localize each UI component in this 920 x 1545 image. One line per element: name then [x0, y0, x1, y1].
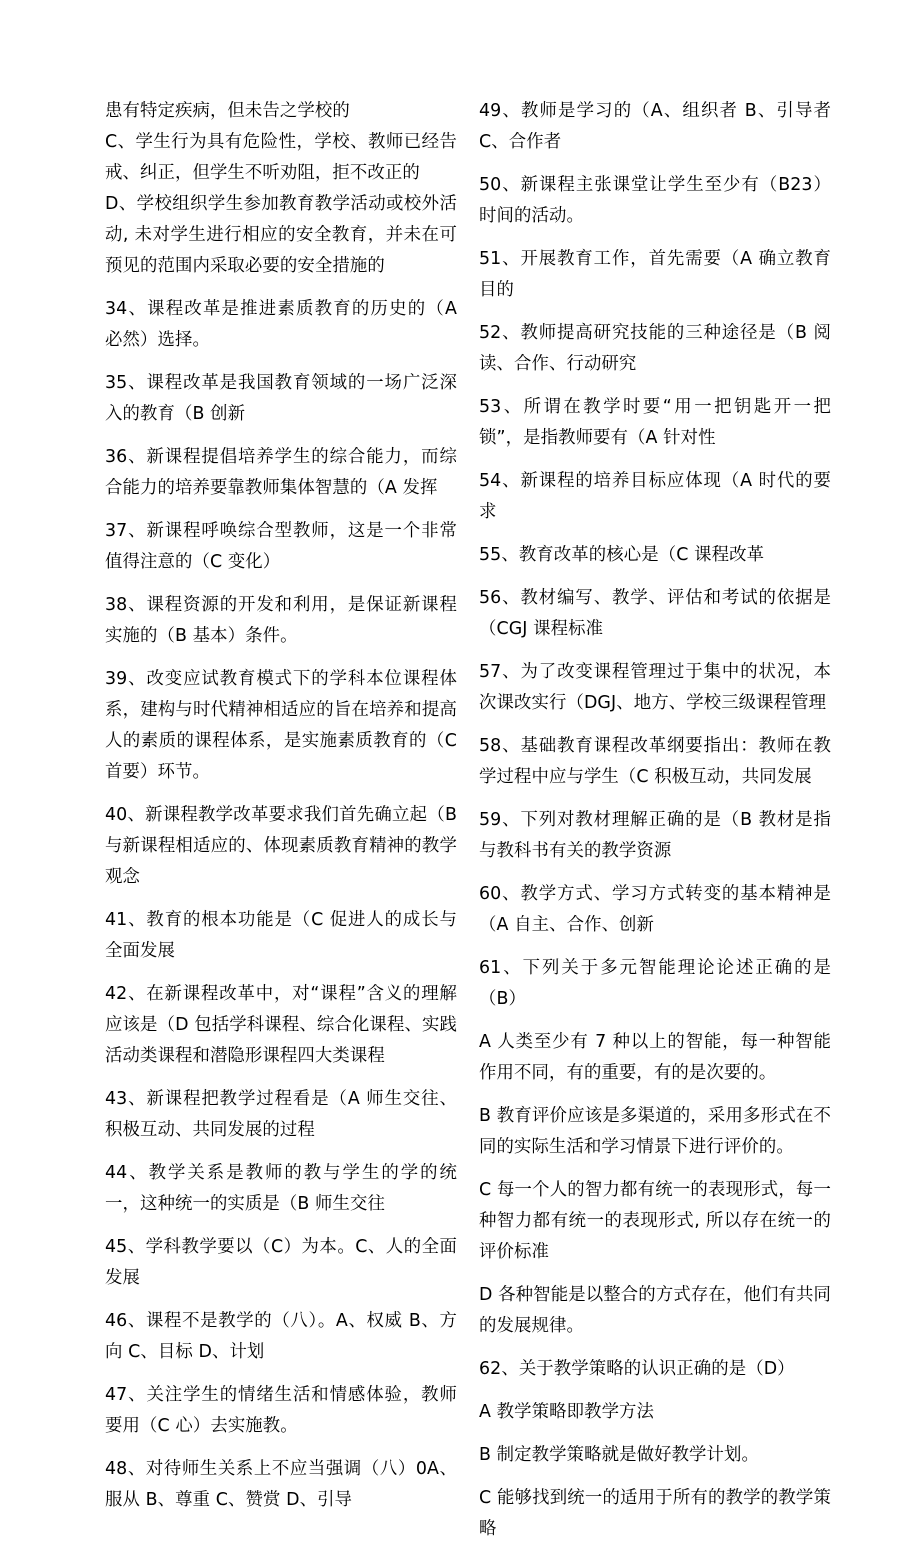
right-text-column	[479, 96, 831, 1545]
question-47: 47、关注学生的情绪生活和情感体验，教师要用（C 心）去实施教。	[105, 1385, 457, 1436]
question-60: 60、教学方式、学习方式转变的基本精神是（A 自主、合作、创新	[479, 884, 831, 935]
question-44: 44、教学关系是教师的教与学生的学的统一，这种统一的实质是（B 师生交往	[105, 1163, 457, 1214]
question-54: 54、新课程的培养目标应体现（A 时代的要求	[479, 471, 831, 522]
question-62-option-c: C 能够找到统一的适用于所有的教学的教学策略	[479, 1488, 831, 1539]
question-61-option-d: D 各种智能是以整合的方式存在，他们有共同的发展规律。	[479, 1285, 831, 1336]
question-40: 40、新课程教学改革要求我们首先确立起（B 与新课程相适应的、体现素质教育精神的教学观念	[105, 805, 457, 887]
question-45: 45、学科教学要以（C）为本。C、人的全面发展	[105, 1237, 457, 1288]
question-61: 61、下列关于多元智能理论论述正确的是（B）	[479, 958, 831, 1009]
question-48: 48、对待师生关系上不应当强调（八）0A、服从 B、尊重 C、赞赏 D、引导	[105, 1459, 457, 1510]
question-41: 41、教育的根本功能是（C 促进人的成长与全面发展	[105, 910, 457, 961]
question-37: 37、新课程呼唤综合型教师，这是一个非常值得注意的（C 变化）	[105, 521, 457, 572]
question-34: 34、课程改革是推进素质教育的历史的（A 必然）选择。	[105, 299, 457, 350]
two-column-layout	[105, 96, 832, 1545]
question-35: 35、课程改革是我国教育领域的一场广泛深入的教育（B 创新	[105, 373, 457, 424]
question-42: 42、在新课程改革中，对“课程”含义的理解应该是（D 包括学科课程、综合化课程、实践活动类课程和潜隐形课程四大类课程	[105, 984, 457, 1066]
question-43: 43、新课程把教学过程看是（A 师生交往、积极互动、共同发展的过程	[105, 1089, 457, 1140]
option-d-school-liability: D、学校组织学生参加教育教学活动或校外活动, 未对学生进行相应的安全教育，并未在可预见的范围内采取必要的安全措施的	[105, 194, 457, 276]
question-36: 36、新课程提倡培养学生的综合能力，而综合能力的培养要靠教师集体智慧的（A 发挥	[105, 447, 457, 498]
option-c-school-liability: C、学生行为具有危险性，学校、教师已经告戒、纠正，但学生不听劝阻，拒不改正的	[105, 132, 457, 183]
question-58: 58、基础教育课程改革纲要指出：教师在教学过程中应与学生（C 积极互动，共同发展	[479, 736, 831, 787]
question-61-option-b: B 教育评价应该是多渠道的，采用多形式在不同的实际生活和学习情景下进行评价的。	[479, 1106, 831, 1157]
question-62-option-b: B 制定教学策略就是做好教学计划。	[479, 1445, 760, 1465]
question-53: 53、所谓在教学时要“用一把钥匙开一把锁”，是指教师要有（A 针对性	[479, 397, 831, 448]
question-59: 59、下列对教材理解正确的是（B 教材是指与教科书有关的教学资源	[479, 810, 831, 861]
question-57: 57、为了改变课程管理过于集中的状况，本次课改实行（DGJ、地方、学校三级课程管理	[479, 662, 831, 713]
question-61-option-c: C 每一个人的智力都有统一的表现形式，每一种智力都有统一的表现形式, 所以存在统一的评价标准	[479, 1180, 831, 1262]
question-49: 49、教师是学习的（A、组织者 B、引导者 C、合作者	[479, 101, 831, 152]
question-38: 38、课程资源的开发和利用，是保证新课程实施的（B 基本）条件。	[105, 595, 457, 646]
question-62: 62、关于教学策略的认识正确的是（D）	[479, 1359, 795, 1379]
question-50: 50、新课程主张课堂让学生至少有（B23）时间的活动。	[479, 175, 831, 226]
question-52: 52、教师提高研究技能的三种途径是（B 阅读、合作、行动研究	[479, 323, 831, 374]
question-61-option-a: A 人类至少有 7 种以上的智能，每一种智能作用不同，有的重要，有的是次要的。	[479, 1032, 831, 1083]
left-text-column	[105, 96, 457, 1516]
question-51: 51、开展教育工作，首先需要（A 确立教育目的	[479, 249, 831, 300]
frag-c-continued: 患有特定疾病，但未告之学校的	[105, 101, 350, 121]
question-55: 55、教育改革的核心是（C 课程改革	[479, 545, 765, 565]
question-62-option-a: A 教学策略即教学方法	[479, 1402, 655, 1422]
question-39: 39、改变应试教育模式下的学科本位课程体系，建构与时代精神相适应的旨在培养和提高人的素质的课程体系，是实施素质教育的（C 首要）环节。	[105, 669, 457, 782]
question-46: 46、课程不是教学的（八）。A、权威 B、方向 C、目标 D、计划	[105, 1311, 457, 1362]
question-56: 56、教材编写、教学、评估和考试的依据是（CGJ 课程标准	[479, 588, 831, 639]
